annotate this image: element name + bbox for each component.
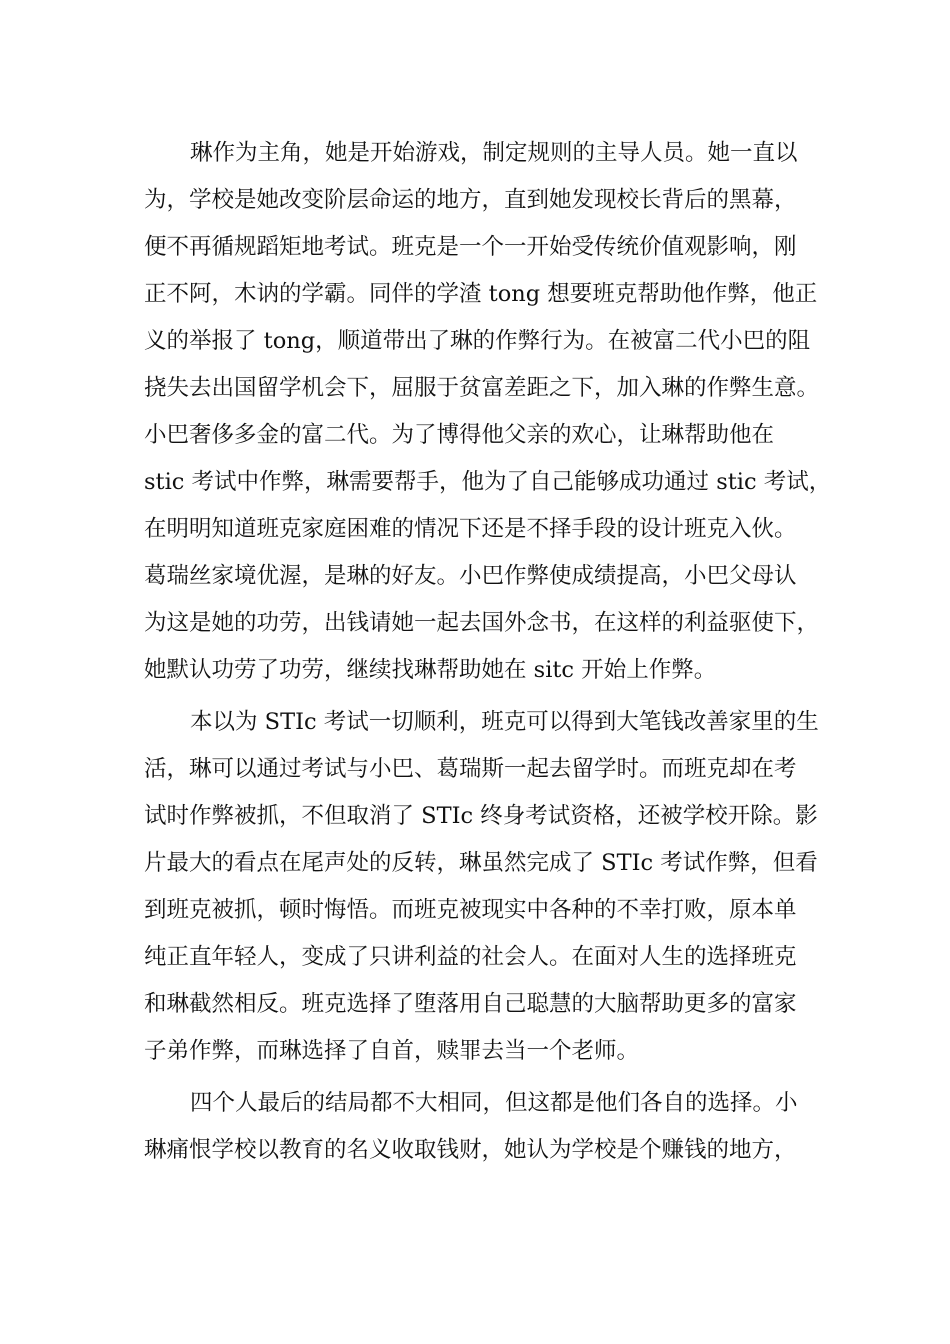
paragraph-1-line-7: 小巴奢侈多金的富二代。为了博得他父亲的欢心，让琳帮助他在 [144,422,775,448]
paragraph-1-line-3: 便不再循规蹈矩地考试。班克是一个一开始受传统价值观影响，刚 [144,234,797,260]
paragraph-3-line-2: 琳痛恨学校以教育的名义收取钱财，她认为学校是个赚钱的地方， [144,1137,797,1163]
paragraph-2-line-5: 到班克被抓，顿时悔悟。而班克被现实中各种的不幸打败，原本单 [144,897,797,923]
paragraph-1-line-2: 为，学校是她改变阶层命运的地方，直到她发现校长背后的黑幕， [144,187,797,213]
paragraph-2-line-7: 和琳截然相反。班克选择了堕落用自己聪慧的大脑帮助更多的富家 [144,991,797,1017]
paragraph-2-line-1: 本以为 STIc 考试一切顺利，班克可以得到大笔钱改善家里的生 [190,709,819,735]
paragraph-3-line-1: 四个人最后的结局都不大相同，但这都是他们各自的选择。小 [190,1090,798,1116]
paragraph-2-line-6: 纯正直年轻人，变成了只讲利益的社会人。在面对人生的选择班克 [144,944,797,970]
paragraph-1-line-9: 在明明知道班克家庭困难的情况下还是不择手段的设计班克入伙。 [144,516,797,542]
paragraph-1-line-1: 琳作为主角，她是开始游戏，制定规则的主导人员。她一直以 [190,140,798,166]
paragraph-1-line-12: 她默认功劳了功劳，继续找琳帮助她在 sitc 开始上作弊。 [144,657,717,683]
paragraph-1-line-5: 义的举报了 tong，顺道带出了琳的作弊行为。在被富二代小巴的阻 [144,328,811,354]
paragraph-2-line-4: 片最大的看点在尾声处的反转，琳虽然完成了 STIc 考试作弊，但看 [144,850,818,876]
paragraph-1-line-6: 挠失去出国留学机会下，屈服于贫富差距之下，加入琳的作弊生意。 [144,375,820,401]
paragraph-2-line-2: 活，琳可以通过考试与小巴、葛瑞斯一起去留学时。而班克却在考 [144,756,797,782]
paragraph-1-line-4: 正不阿，木讷的学霸。同伴的学渣 tong 想要班克帮助他作弊，他正 [144,281,818,307]
paragraph-2-line-3: 试时作弊被抓，不但取消了 STIc 终身考试资格，还被学校开除。影 [144,803,818,829]
paragraph-1-line-10: 葛瑞丝家境优渥，是琳的好友。小巴作弊使成绩提高，小巴父母认 [144,563,797,589]
paragraph-1-line-11: 为这是她的功劳，出钱请她一起去国外念书，在这样的利益驱使下， [144,610,820,636]
paragraph-1-line-8: stic 考试中作弊，琳需要帮手，他为了自己能够成功通过 stic 考试， [144,469,832,495]
paragraph-2-line-8: 子弟作弊，而琳选择了自首，赎罪去当一个老师。 [144,1038,640,1064]
